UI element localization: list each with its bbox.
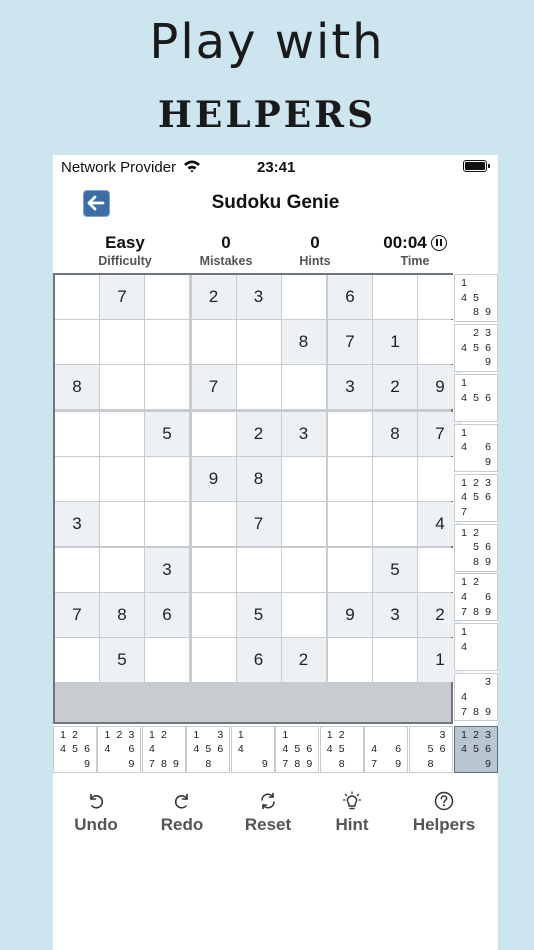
candidate-digit: 8: [473, 705, 479, 718]
sudoku-cell[interactable]: 2: [282, 638, 326, 682]
candidate-digit: 8: [473, 555, 479, 568]
sudoku-cell[interactable]: [55, 548, 99, 592]
sudoku-cell[interactable]: [282, 365, 326, 409]
candidate-digit: 4: [148, 743, 155, 756]
sudoku-cell[interactable]: [192, 638, 236, 682]
help-circle-icon: [434, 791, 454, 811]
candidate-digit: 6: [306, 743, 313, 756]
candidate-digit: 2: [473, 476, 479, 489]
promo-subheadline: HELPERS: [157, 94, 377, 136]
candidate-digit: 5: [473, 491, 479, 504]
sudoku-cell[interactable]: 1: [373, 320, 417, 364]
candidate-digit: 6: [485, 743, 491, 756]
candidate-digit: 6: [485, 541, 491, 554]
candidate-digit: 7: [461, 605, 467, 618]
candidate-digit: 9: [485, 356, 491, 369]
sudoku-cell[interactable]: 3: [282, 412, 326, 456]
candidate-digit: 2: [338, 728, 345, 741]
sudoku-cell[interactable]: 2: [192, 275, 236, 319]
row-helper-cell[interactable]: [454, 524, 498, 572]
sudoku-cell[interactable]: [145, 320, 189, 364]
candidate-digit: 6: [128, 743, 135, 756]
sudoku-cell[interactable]: [145, 275, 189, 319]
difficulty-value: Easy: [105, 233, 145, 252]
sudoku-cell[interactable]: 7: [418, 412, 462, 456]
candidate-digit: 4: [461, 341, 467, 354]
sudoku-cell[interactable]: 8: [373, 412, 417, 456]
column-helper-cell[interactable]: [142, 726, 186, 773]
candidate-digit: 7: [461, 506, 467, 518]
candidate-digit: 1: [461, 626, 467, 639]
promo-headline: Play with: [149, 14, 385, 70]
column-helper-cell[interactable]: [320, 726, 364, 773]
candidate-digit: 1: [326, 728, 333, 741]
candidate-digit: 6: [485, 591, 491, 604]
row-helper-cell[interactable]: [454, 274, 498, 322]
row-helper-cell[interactable]: [454, 424, 498, 472]
row-helper-cell[interactable]: [454, 374, 498, 422]
candidate-digit: 8: [160, 757, 167, 770]
redo-button[interactable]: [151, 791, 213, 835]
candidate-digit: 9: [395, 757, 402, 770]
candidate-digit: 4: [461, 690, 467, 703]
candidate-digit: 6: [485, 441, 491, 454]
sudoku-cell[interactable]: 2: [418, 593, 462, 637]
candidate-digit: 3: [439, 728, 446, 741]
candidate-digit: 4: [326, 743, 333, 756]
sudoku-cell[interactable]: 4: [418, 502, 462, 546]
candidate-digit: 4: [461, 641, 467, 654]
difficulty-label: Difficulty: [98, 254, 152, 268]
sudoku-cell[interactable]: [192, 320, 236, 364]
sudoku-cell[interactable]: [100, 412, 144, 456]
candidate-digit: 9: [485, 306, 491, 319]
candidate-digit: 6: [485, 341, 491, 354]
sudoku-cell[interactable]: 2: [237, 412, 281, 456]
redo-icon: [172, 791, 192, 811]
sudoku-cell[interactable]: 7: [55, 593, 99, 637]
sudoku-cell[interactable]: [100, 320, 144, 364]
candidate-digit: 4: [461, 591, 467, 604]
candidate-digit: 4: [60, 743, 66, 756]
mistakes-label: Mistakes: [199, 254, 253, 268]
sudoku-cell[interactable]: [55, 275, 99, 319]
undo-icon: [86, 791, 106, 811]
helpers-button[interactable]: [407, 791, 481, 835]
sudoku-cell[interactable]: [100, 365, 144, 409]
reset-button[interactable]: [237, 791, 299, 835]
column-helper-cell[interactable]: [275, 726, 319, 773]
candidate-digit: 1: [193, 728, 200, 741]
candidate-digit: 7: [371, 757, 378, 770]
stat-mistakes: [181, 233, 271, 268]
column-helper-cell[interactable]: [231, 726, 275, 773]
mistakes-value: 0: [221, 233, 231, 252]
sudoku-cell[interactable]: [328, 548, 372, 592]
candidate-digit: 4: [282, 743, 289, 756]
candidate-digit: 1: [104, 728, 111, 741]
sudoku-cell[interactable]: [145, 457, 189, 501]
sudoku-cell[interactable]: 8: [237, 457, 281, 501]
row-helper-cell[interactable]: [454, 573, 498, 621]
candidate-digit: 4: [461, 491, 467, 504]
candidate-digit: 4: [461, 743, 467, 756]
sudoku-cell[interactable]: 6: [237, 638, 281, 682]
sudoku-cell[interactable]: [100, 502, 144, 546]
redo-label: Redo: [160, 815, 204, 834]
row-helper-cell[interactable]: [454, 673, 498, 721]
candidate-digit: 2: [473, 728, 479, 741]
candidate-digit: 6: [84, 743, 90, 756]
candidate-digit: 4: [104, 743, 111, 756]
candidate-digit: 2: [473, 326, 479, 339]
sudoku-cell[interactable]: [55, 320, 99, 364]
sudoku-cell[interactable]: 7: [100, 275, 144, 319]
sudoku-cell[interactable]: [373, 502, 417, 546]
candidate-digit: 4: [237, 743, 244, 756]
candidate-digit: 8: [473, 306, 479, 319]
candidate-digit: 4: [371, 743, 378, 756]
candidate-digit: 1: [461, 526, 467, 539]
candidate-digit: 8: [294, 757, 301, 770]
sudoku-cell[interactable]: [55, 638, 99, 682]
sudoku-cell[interactable]: 9: [328, 593, 372, 637]
sudoku-cell[interactable]: [373, 457, 417, 501]
candidate-digit: 5: [473, 743, 479, 756]
sudoku-cell[interactable]: [282, 593, 326, 637]
candidate-digit: 1: [237, 728, 244, 741]
carrier-name: Network Provider: [61, 159, 177, 176]
column-helper-cell[interactable]: [409, 726, 453, 773]
sudoku-cell[interactable]: 8: [282, 320, 326, 364]
wifi-icon: [183, 158, 201, 174]
candidate-digit: 2: [72, 728, 78, 741]
sudoku-cell[interactable]: [192, 502, 236, 546]
candidate-digit: 5: [205, 743, 212, 756]
candidate-digit: 5: [473, 391, 479, 404]
candidate-digit: 3: [485, 326, 491, 339]
candidate-digit: 6: [395, 743, 402, 756]
lightbulb-icon: [342, 791, 362, 811]
candidate-digit: 4: [461, 441, 467, 454]
column-helper-cell[interactable]: [186, 726, 230, 773]
corner-helper-cell[interactable]: [454, 726, 498, 773]
stat-time: [370, 233, 460, 268]
candidate-digit: 2: [473, 576, 479, 589]
sudoku-cell[interactable]: [145, 638, 189, 682]
row-helper-cell[interactable]: [454, 623, 498, 671]
sudoku-cell[interactable]: 7: [328, 320, 372, 364]
sudoku-cell[interactable]: 5: [237, 593, 281, 637]
candidate-digit: 8: [205, 757, 212, 770]
sudoku-cell[interactable]: [328, 502, 372, 546]
sudoku-cell[interactable]: 9: [192, 457, 236, 501]
candidate-digit: 5: [294, 743, 301, 756]
sudoku-cell[interactable]: 3: [145, 548, 189, 592]
sudoku-cell[interactable]: [237, 320, 281, 364]
candidate-digit: 4: [461, 391, 467, 404]
candidate-digit: 4: [461, 291, 467, 304]
reset-icon: [258, 791, 278, 811]
sudoku-cell[interactable]: 9: [418, 365, 462, 409]
candidate-digit: 6: [217, 743, 224, 756]
candidate-digit: 1: [461, 728, 467, 741]
candidate-digit: 1: [461, 277, 467, 290]
sudoku-cell[interactable]: 6: [145, 593, 189, 637]
candidate-digit: 9: [485, 757, 491, 770]
candidate-digit: 5: [473, 341, 479, 354]
toolbar: [53, 791, 498, 841]
candidate-digit: 9: [485, 555, 491, 568]
sudoku-cell[interactable]: [373, 638, 417, 682]
candidate-digit: 5: [72, 743, 78, 756]
candidate-digit: 8: [427, 757, 434, 770]
candidate-digit: 1: [461, 426, 467, 439]
hint-label: Hint: [335, 815, 369, 834]
sudoku-cell[interactable]: 2: [373, 365, 417, 409]
sudoku-cell[interactable]: [192, 412, 236, 456]
candidate-digit: 1: [461, 476, 467, 489]
pause-icon[interactable]: [431, 235, 447, 251]
row-helper-cell[interactable]: [454, 474, 498, 522]
sudoku-cell[interactable]: 3: [237, 275, 281, 319]
candidate-digit: 1: [461, 576, 467, 589]
sudoku-cell[interactable]: [282, 548, 326, 592]
sudoku-cell[interactable]: 8: [55, 365, 99, 409]
candidate-digit: 2: [116, 728, 123, 741]
candidate-digit: 9: [261, 757, 268, 770]
sudoku-cell[interactable]: [237, 365, 281, 409]
sudoku-cell[interactable]: 7: [237, 502, 281, 546]
candidate-digit: 8: [473, 605, 479, 618]
candidate-digit: 7: [282, 757, 289, 770]
sudoku-board: [53, 273, 453, 724]
sudoku-cell[interactable]: [100, 457, 144, 501]
candidate-digit: 1: [461, 376, 467, 389]
sudoku-cell[interactable]: [192, 548, 236, 592]
candidate-digit: 9: [485, 456, 491, 469]
candidate-digit: 4: [193, 743, 200, 756]
sudoku-cell[interactable]: [100, 548, 144, 592]
candidate-digit: 6: [485, 391, 491, 404]
sudoku-cell[interactable]: [373, 275, 417, 319]
candidate-digit: 3: [217, 728, 224, 741]
sudoku-cell[interactable]: 3: [55, 502, 99, 546]
sudoku-cell[interactable]: [282, 502, 326, 546]
battery-icon: [463, 160, 487, 172]
candidate-digit: 3: [128, 728, 135, 741]
candidate-digit: 9: [84, 757, 90, 770]
candidate-digit: 5: [338, 743, 345, 756]
candidate-digit: 5: [473, 541, 479, 554]
sudoku-cell[interactable]: [237, 548, 281, 592]
candidate-digit: 1: [60, 728, 66, 741]
candidate-digit: 3: [485, 676, 491, 689]
sudoku-cell[interactable]: 8: [100, 593, 144, 637]
candidate-digit: 1: [148, 728, 155, 741]
sudoku-cell[interactable]: 3: [328, 365, 372, 409]
candidate-digit: 9: [172, 757, 179, 770]
helpers-label: Helpers: [412, 815, 476, 834]
reset-label: Reset: [244, 815, 292, 834]
candidate-digit: 5: [427, 743, 434, 756]
sudoku-cell[interactable]: 1: [418, 638, 462, 682]
sudoku-cell[interactable]: 5: [100, 638, 144, 682]
candidate-digit: 6: [485, 491, 491, 504]
hint-button[interactable]: [321, 791, 383, 835]
sudoku-cell[interactable]: [192, 593, 236, 637]
sudoku-cell[interactable]: 3: [373, 593, 417, 637]
column-helper-cell[interactable]: [53, 726, 97, 773]
sudoku-cell[interactable]: [282, 457, 326, 501]
candidate-digit: 9: [485, 605, 491, 618]
candidate-digit: 3: [485, 728, 491, 741]
sudoku-cell[interactable]: [282, 275, 326, 319]
sudoku-cell[interactable]: [145, 365, 189, 409]
candidate-digit: 3: [485, 476, 491, 489]
sudoku-cell[interactable]: 7: [192, 365, 236, 409]
sudoku-cell[interactable]: 6: [328, 275, 372, 319]
time-value: 00:04: [383, 233, 427, 252]
candidate-digit: 7: [461, 705, 467, 718]
candidate-digit: 9: [128, 757, 135, 770]
undo-label: Undo: [74, 815, 118, 834]
candidate-digit: 6: [439, 743, 446, 756]
sudoku-cell[interactable]: [328, 457, 372, 501]
candidate-digit: 9: [485, 705, 491, 718]
row-helper-cell[interactable]: [454, 324, 498, 372]
status-time: 23:41: [257, 159, 296, 176]
phone-screen: [53, 155, 498, 950]
candidate-digit: 2: [160, 728, 167, 741]
stat-difficulty: [80, 233, 170, 268]
time-label: Time: [400, 254, 430, 268]
hints-label: Hints: [299, 254, 331, 268]
candidate-digit: 8: [338, 757, 345, 770]
candidate-digit: 2: [473, 526, 479, 539]
sudoku-cell[interactable]: 5: [373, 548, 417, 592]
column-helper-cell[interactable]: [97, 726, 141, 773]
sudoku-cell[interactable]: [328, 638, 372, 682]
candidate-digit: 5: [473, 291, 479, 304]
candidate-digit: 7: [148, 757, 155, 770]
candidate-digit: 9: [306, 757, 313, 770]
candidate-digit: 1: [282, 728, 289, 741]
column-helper-cell[interactable]: [364, 726, 408, 773]
stat-hints: [270, 233, 360, 268]
sudoku-cell[interactable]: [145, 502, 189, 546]
hints-value: 0: [310, 233, 320, 252]
sudoku-cell[interactable]: [55, 457, 99, 501]
sudoku-cell[interactable]: [328, 412, 372, 456]
sudoku-cell[interactable]: 5: [145, 412, 189, 456]
sudoku-cell[interactable]: [55, 412, 99, 456]
status-bar: [53, 155, 498, 181]
undo-button[interactable]: [65, 791, 127, 835]
app-title: Sudoku Genie: [211, 192, 340, 213]
